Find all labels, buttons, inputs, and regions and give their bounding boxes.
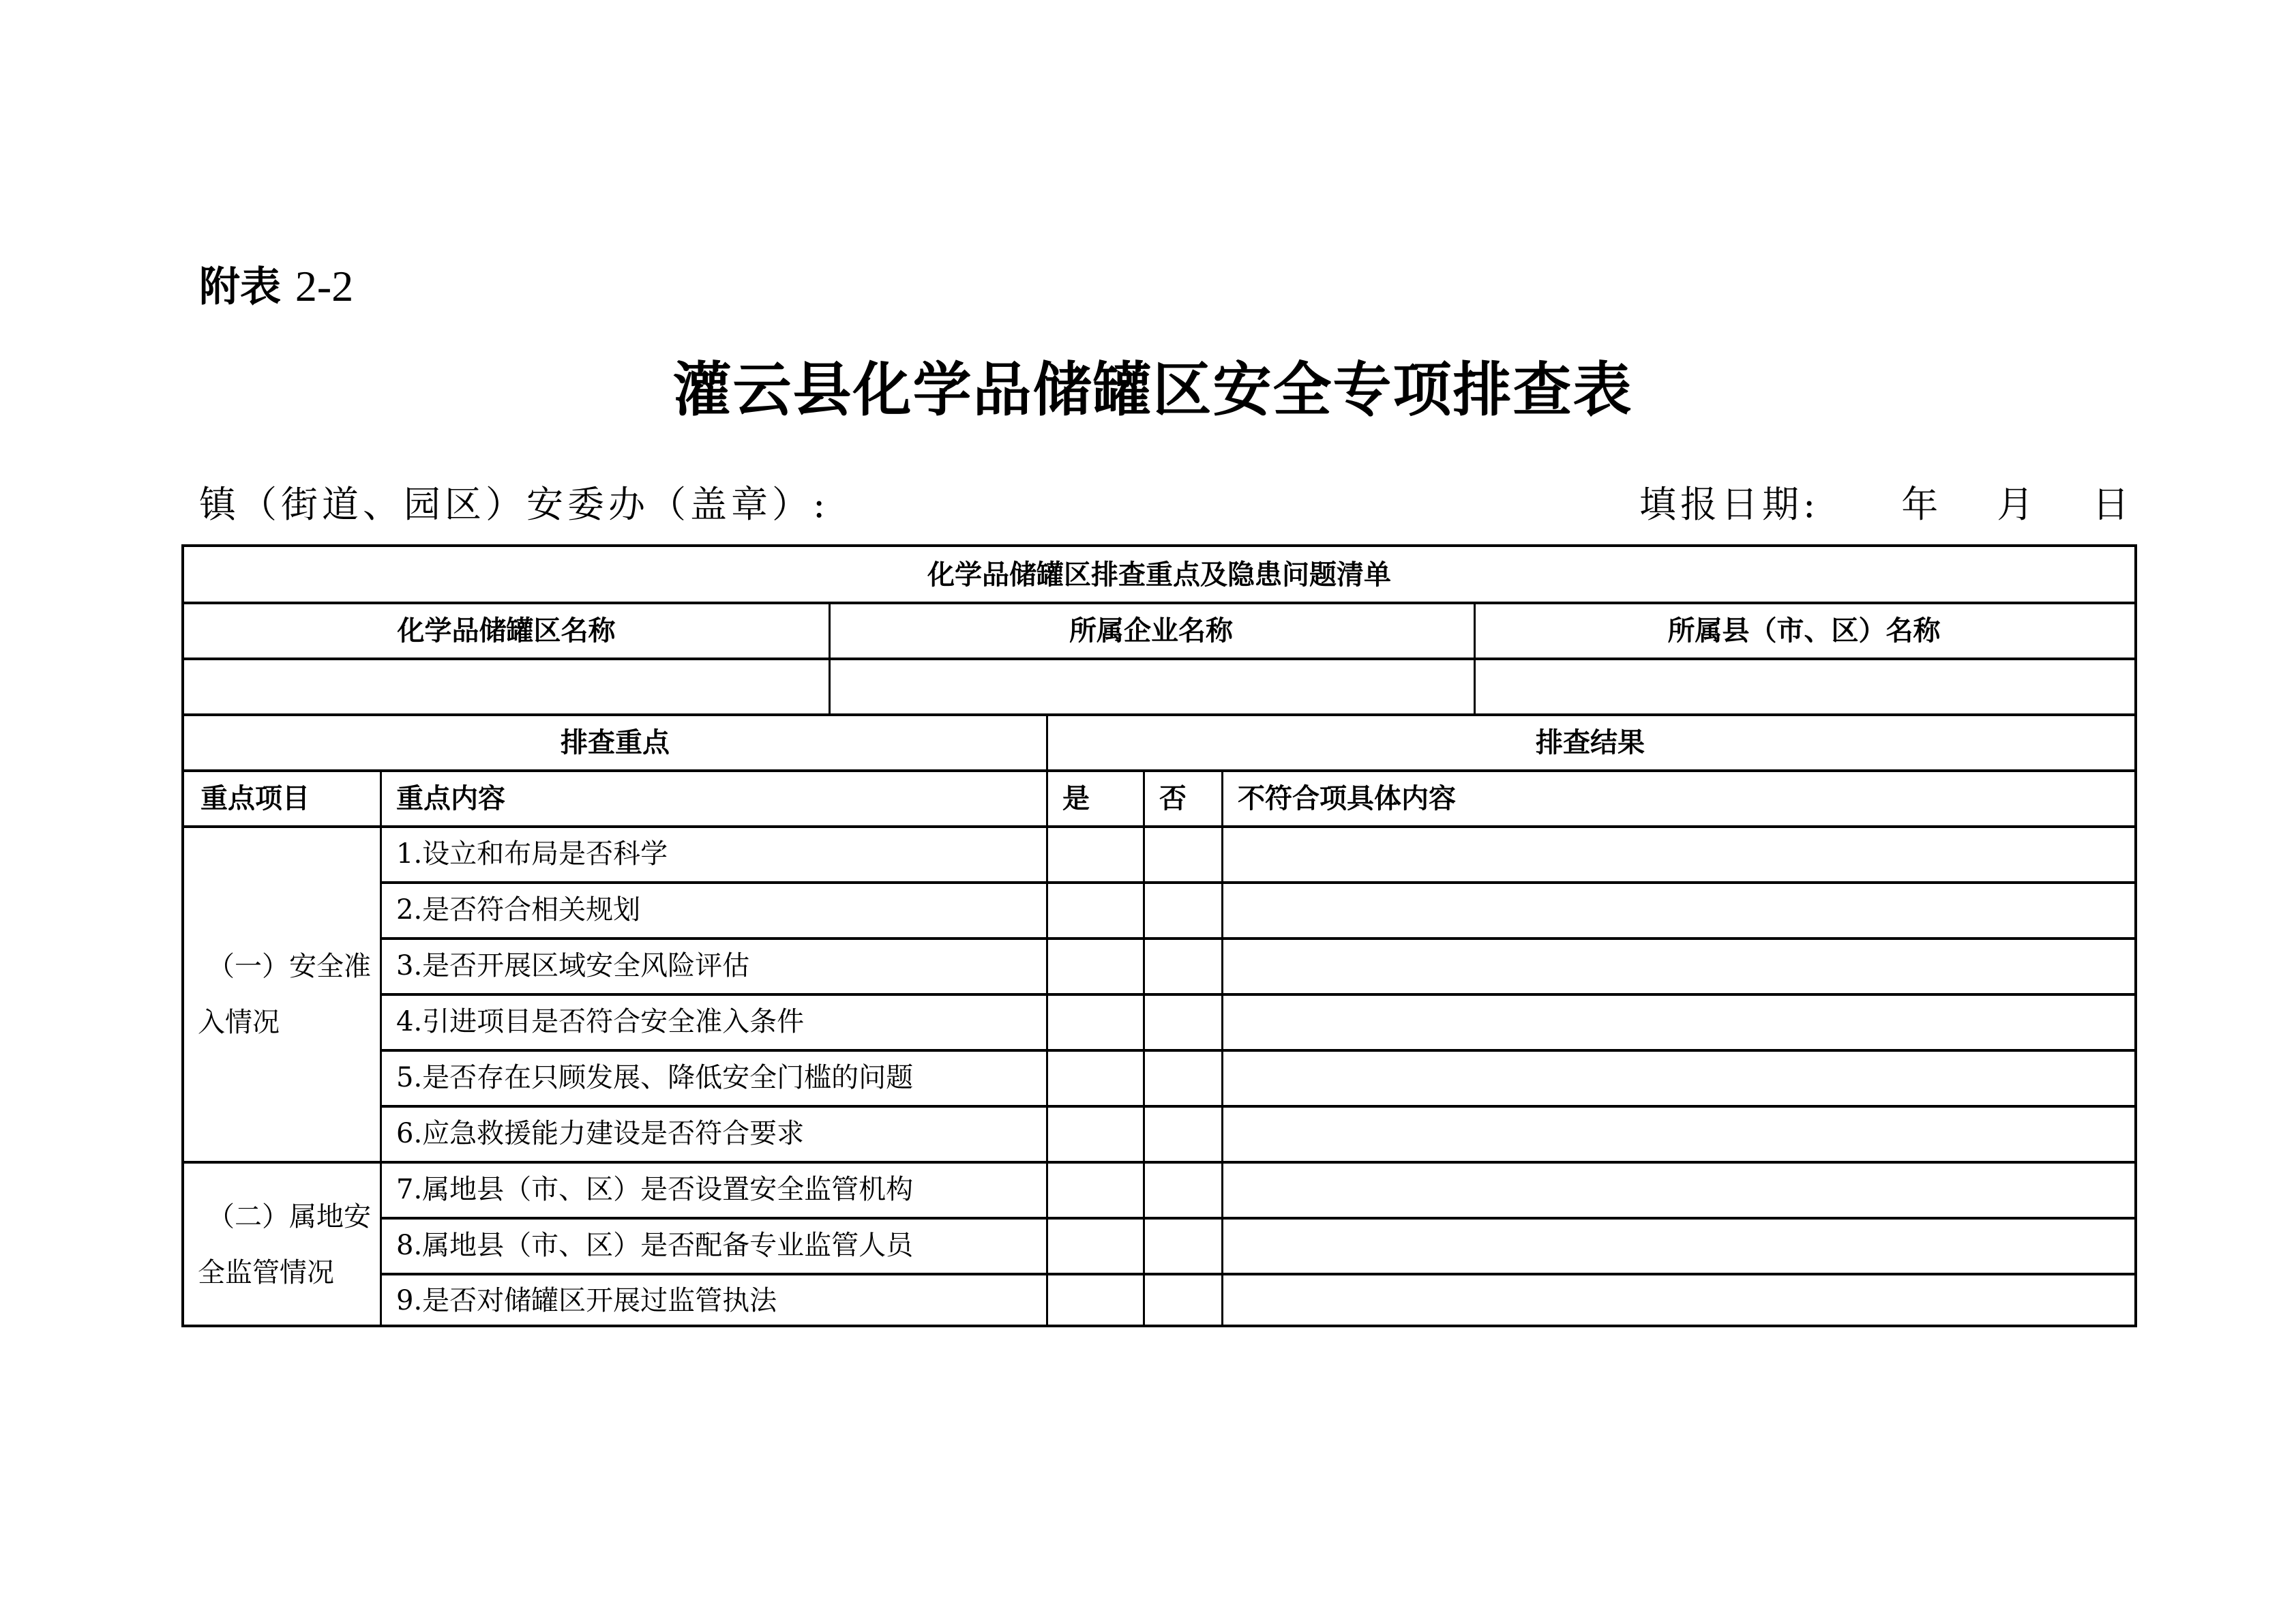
col-header-yes: 是 (1062, 782, 1090, 814)
section-2-label (184, 1162, 380, 1327)
row-5-yes-cell[interactable] (1046, 1050, 1143, 1105)
row-9-yes-cell[interactable] (1046, 1274, 1143, 1327)
row-6-detail-cell[interactable] (1221, 1106, 2134, 1161)
row-8-no-cell[interactable] (1143, 1218, 1221, 1273)
section-1-label (184, 827, 380, 1162)
county-name-input[interactable] (1474, 659, 2134, 713)
section-1-label-line1: （一）安全准 (207, 951, 371, 982)
col-header-content: 重点内容 (396, 782, 505, 814)
group-header-check-result: 排查结果 (1536, 726, 1645, 758)
row-9-content: 9.是否对储罐区开展过监管执法 (396, 1285, 777, 1316)
section-2-label-line1: （二）属地安 (207, 1201, 371, 1232)
row-4-no-cell[interactable] (1143, 994, 1221, 1049)
date-label: 填报日期: (1639, 483, 1820, 526)
appendix-number: 2-2 (295, 262, 354, 310)
col-header-no: 否 (1159, 782, 1187, 814)
row-4-content: 4.引进项目是否符合安全准入条件 (396, 1006, 805, 1037)
row-3-detail-cell[interactable] (1221, 939, 2134, 993)
row-7-detail-cell[interactable] (1221, 1162, 2134, 1217)
row-5-content: 5.是否存在只顾发展、降低安全门槛的问题 (396, 1062, 914, 1093)
appendix-prefix: 附表 (199, 263, 281, 311)
date-year-field[interactable]: 年 (1901, 483, 1943, 526)
tank-area-name-input[interactable] (184, 659, 829, 713)
row-8-detail-cell[interactable] (1221, 1218, 2134, 1273)
row-8-yes-cell[interactable] (1046, 1218, 1143, 1273)
row-3-no-cell[interactable] (1143, 939, 1221, 993)
row-8-content: 8.属地县（市、区）是否配备专业监管人员 (396, 1230, 914, 1261)
row-9-detail-cell[interactable] (1221, 1274, 2134, 1327)
date-day-field[interactable]: 日 (2092, 483, 2134, 526)
row-2-content: 2.是否符合相关规划 (396, 894, 641, 926)
section-2-label-line2: 全监管情况 (198, 1257, 334, 1288)
group-header-check-focus: 排查重点 (561, 726, 670, 758)
page-title: 灌云县化学品储罐区安全专项排查表 (672, 355, 1633, 424)
section-1-label-line2: 入情况 (198, 1007, 280, 1038)
row-7-content: 7.属地县（市、区）是否设置安全监管机构 (396, 1174, 914, 1205)
company-name-input[interactable] (829, 659, 1474, 713)
appendix-label (199, 259, 353, 314)
row-2-no-cell[interactable] (1143, 883, 1221, 937)
header-tank-area-name: 化学品储罐区名称 (397, 615, 616, 647)
row-5-detail-cell[interactable] (1221, 1050, 2134, 1105)
table-section-title: 化学品储罐区排查重点及隐患问题清单 (927, 559, 1391, 591)
row-3-yes-cell[interactable] (1046, 939, 1143, 993)
row-2-yes-cell[interactable] (1046, 883, 1143, 937)
row-9-no-cell[interactable] (1143, 1274, 1221, 1327)
col-header-detail: 不符合项具体内容 (1238, 782, 1456, 814)
row-3-content: 3.是否开展区域安全风险评估 (396, 950, 750, 981)
row-7-yes-cell[interactable] (1046, 1162, 1143, 1217)
row-1-detail-cell[interactable] (1221, 827, 2134, 881)
row-5-no-cell[interactable] (1143, 1050, 1221, 1105)
row-1-content: 1.设立和布局是否科学 (396, 838, 668, 870)
row-6-yes-cell[interactable] (1046, 1106, 1143, 1161)
col-header-item: 重点项目 (200, 782, 310, 814)
row-1-no-cell[interactable] (1143, 827, 1221, 881)
inspection-table (181, 544, 2137, 1327)
report-date (1639, 479, 2133, 531)
row-2-detail-cell[interactable] (1221, 883, 2134, 937)
row-6-content: 6.应急救援能力建设是否符合要求 (396, 1118, 805, 1149)
date-month-field[interactable]: 月 (1997, 483, 2038, 526)
stamp-label: 镇（街道、园区）安委办（盖章）: (199, 483, 830, 526)
row-1-yes-cell[interactable] (1046, 827, 1143, 881)
header-company-name: 所属企业名称 (1069, 615, 1233, 647)
row-7-no-cell[interactable] (1143, 1162, 1221, 1217)
row-4-detail-cell[interactable] (1221, 994, 2134, 1049)
header-county-name: 所属县（市、区）名称 (1667, 615, 1941, 647)
row-6-no-cell[interactable] (1143, 1106, 1221, 1161)
row-4-yes-cell[interactable] (1046, 994, 1143, 1049)
